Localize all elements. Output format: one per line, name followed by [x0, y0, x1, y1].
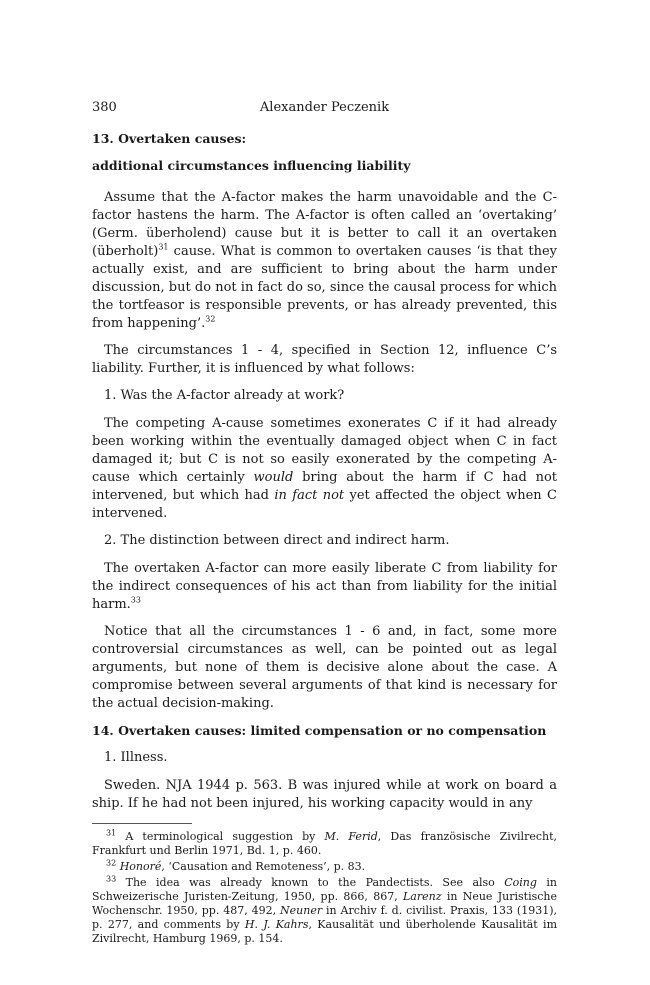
author-name: Neuner	[280, 904, 323, 917]
footnote-ref-33: 33	[130, 595, 141, 605]
author-name: Larenz	[403, 890, 442, 903]
section-13-heading-line1: 13. Overtaken causes:	[92, 131, 247, 146]
emphasis-would: would	[253, 470, 294, 485]
author-name: Honoré	[119, 860, 162, 873]
paragraph-compromise: Notice that all the circumstances 1 - 6 and, in fact, some more controversial circumstances as well, can be pointed out as legal arguments, but none of them is decisive alone about the case. A compromise between several arguments of that kind is necessary for the actual decision-making.	[92, 624, 557, 711]
text-run: The idea was already known to the Pandectists. See also	[116, 876, 505, 889]
page-number: 380	[92, 100, 117, 115]
text-run: , Kausalität und überholende Kausalität im Zivilrecht, Hamburg 1969, p. 154.	[92, 918, 558, 945]
paragraph-competing-cause	[92, 415, 557, 523]
text-run: A terminological suggestion by	[116, 830, 325, 843]
footnote-31	[92, 830, 557, 858]
footnote-ref-32: 32	[205, 314, 216, 324]
footnote-number: 33	[106, 874, 117, 884]
paragraph-direct-indirect	[92, 560, 557, 614]
footnote-33	[92, 876, 557, 946]
paragraph-circumstances: The circumstances 1 - 4, specified in Section 12, influence C’s liability. Further, it is influenced by what follows:	[92, 343, 557, 376]
footnote-number: 31	[106, 828, 117, 838]
paragraph-sweden-case: Sweden. NJA 1944 p. 563. B was injured while at work on board a ship. If he had not been injured, his working capacity would in any	[92, 778, 557, 811]
author-name: M. Ferid	[324, 830, 378, 843]
text-run: bring about the harm if C had not intervened, but which had	[92, 470, 558, 503]
text-run: Assume that the A-factor makes the harm unavoidable and the C-factor hastens the harm. The A-factor is often called an ‘overtaking’ (Germ. überholend) cause but it is better to call it an overtaken (überholt)	[92, 190, 557, 259]
footnote-separator	[92, 823, 192, 824]
footnotes	[92, 830, 557, 946]
text-run: yet affected the object when C intervened.	[92, 488, 557, 521]
author-name: H. J. Kahrs	[244, 918, 309, 931]
paragraph-overtaken-definition	[92, 189, 557, 333]
section-14-heading: 14. Overtaken causes: limited compensation or no compensation	[92, 723, 547, 738]
footnote-ref-31: 31	[158, 242, 169, 252]
text-run: The overtaken A-factor can more easily liberate C from liability for the indirect consequences of his act than from liability for the initial harm.	[92, 561, 557, 612]
text-run: in Schweizerische Juristen-Zeitung, 1950, pp. 866, 867,	[92, 876, 557, 903]
list-item-illness: 1. Illness.	[104, 750, 168, 765]
section-13-heading-line2: additional circumstances influencing liability	[92, 158, 411, 173]
author-name: Coing	[504, 876, 537, 889]
text-run: in Archiv f. d. civilist. Praxis, 133 (1931), p. 277, and comments by	[92, 904, 557, 931]
text-run: , Das französische Zivilrecht, Frankfurt und Berlin 1971, Bd. 1, p. 460.	[92, 830, 558, 857]
text-run: cause. What is common to overtaken causes ‘is that they actually exist, and are sufficient to bring about the harm under discussion, but do not in fact do so, since the causal process for which the tortfeasor is responsible prevents, or has already prevented, this from happening’.	[92, 244, 557, 331]
footnote-32	[92, 860, 557, 874]
text-run: , ‘Causation and Remoteness’, p. 83.	[161, 860, 366, 873]
running-title: Alexander Peczenik	[259, 100, 390, 115]
body-text	[92, 130, 557, 948]
text-run: in Neue Juristische Wochenschr. 1950, pp. 487, 492,	[92, 890, 557, 917]
emphasis-in-fact-not: in fact not	[274, 488, 345, 503]
list-item-1: 1. Was the A-factor already at work?	[104, 388, 345, 403]
footnote-number: 32	[106, 858, 117, 868]
text-run: The competing A-cause sometimes exonerates C if it had already been working within the eventually damaged object when C in fact damaged it; but C is not so easily exonerated by the competing A-cause which certainly	[92, 416, 557, 485]
list-item-2: 2. The distinction between direct and indirect harm.	[104, 533, 450, 548]
